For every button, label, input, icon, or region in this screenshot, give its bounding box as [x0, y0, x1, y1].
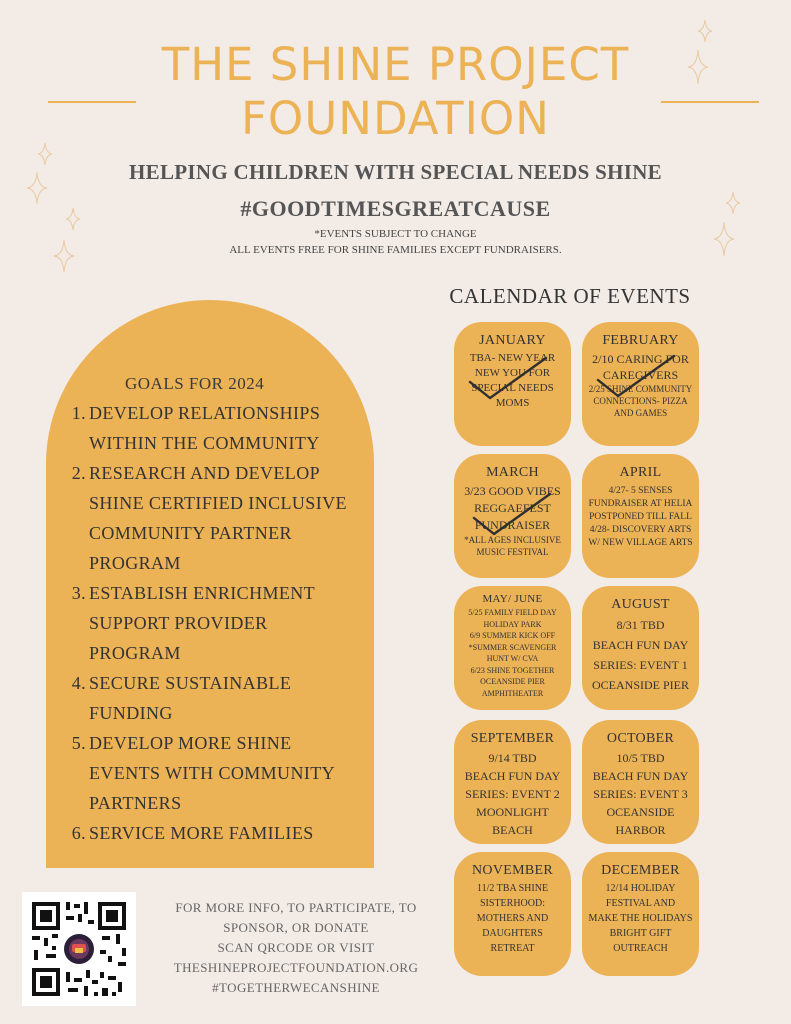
month-name: AUGUST — [611, 597, 670, 612]
month-name: JANUARY — [479, 333, 546, 348]
goal-item — [70, 668, 364, 728]
goal-text: ESTABLISH ENRICHMENT SUPPORT PROVIDER PROGRAM — [89, 583, 315, 663]
event-line: DAUGHTERS — [482, 928, 543, 939]
info-line: SPONSOR, OR DONATE — [223, 920, 369, 935]
goals-heading: GOALS FOR 2024 — [125, 374, 265, 393]
event-line: *ALL AGES INCLUSIVE — [464, 535, 561, 545]
event-line: SERIES: EVENT 2 — [465, 787, 560, 801]
event-line: MOONLIGHT — [476, 805, 549, 819]
event-line: 8/31 TBD — [616, 618, 665, 632]
goal-text: SECURE SUSTAINABLE FUNDING — [89, 673, 292, 723]
event-line: SPECIAL NEEDS — [471, 382, 554, 394]
month-name: APRIL — [619, 465, 662, 480]
event-line: FUNDRAISER — [474, 518, 551, 532]
hashtag: #GOODTIMESGREATCAUSE — [240, 196, 551, 221]
goal-item — [70, 578, 364, 668]
event-line: OCEANSIDE — [606, 805, 675, 819]
month-name: MARCH — [486, 465, 539, 480]
event-line: 6/23 SHINE TOGETHER — [470, 665, 555, 675]
month-card-october — [582, 720, 699, 844]
title-divider-left — [48, 101, 136, 103]
checkmark-icon — [596, 352, 676, 402]
checkmark-icon — [472, 490, 552, 540]
goal-number: 5. — [71, 733, 86, 753]
goal-item — [70, 458, 364, 578]
event-line: AMPHITHEATER — [481, 688, 544, 698]
event-line: BRIGHT GIFT — [609, 928, 672, 939]
sparkle-icon — [726, 192, 740, 214]
event-line: SERIES: EVENT 3 — [593, 787, 688, 801]
event-line: NEW YOU FOR — [474, 367, 551, 379]
goal-number: 1. — [71, 403, 86, 423]
goal-number: 2. — [71, 463, 86, 483]
calendar-title: CALENDAR OF EVENTS — [449, 284, 691, 308]
goal-item — [70, 818, 364, 848]
title-divider-right — [661, 101, 759, 103]
free-events-note: ALL EVENTS FREE FOR SHINE FAMILIES EXCEPT FUNDRAISERS. — [229, 244, 562, 256]
event-line: TBA- NEW YEAR — [469, 352, 556, 364]
month-events — [585, 615, 696, 695]
month-events — [457, 607, 568, 699]
event-line: FUNDRAISER AT HELIA — [588, 499, 693, 509]
info-line: SCAN QRCODE OR VISIT — [217, 940, 375, 955]
event-line: OUTREACH — [613, 943, 668, 954]
event-line: 2/25 SHINE COMMUNITY — [588, 384, 693, 394]
event-line: SISTERHOOD: — [479, 898, 545, 909]
event-line: OCEANSIDE PIER — [591, 678, 689, 692]
month-events — [585, 485, 696, 550]
event-line: 2/10 CARING FOR — [592, 352, 689, 366]
month-card-april — [582, 454, 699, 578]
event-line: CAREGIVERS — [602, 368, 679, 382]
goal-number: 6. — [71, 823, 86, 843]
event-line: MUSIC FESTIVAL — [476, 547, 549, 557]
event-line: 9/14 TBD — [488, 751, 537, 765]
goal-text: SERVICE MORE FAMILIES — [89, 823, 314, 843]
month-card-february — [582, 322, 699, 446]
goal-text: DEVELOP RELATIONSHIPS WITHIN THE COMMUNITY — [89, 403, 321, 453]
subtitle: HELPING CHILDREN WITH SPECIAL NEEDS SHINE — [129, 160, 662, 184]
event-line: BEACH FUN DAY — [464, 769, 561, 783]
month-name: FEBRUARY — [602, 333, 679, 348]
month-card-august — [582, 586, 699, 710]
event-line: CONNECTIONS- PIZZA — [593, 396, 688, 406]
event-line: 4/28- DISCOVERY ARTS — [589, 525, 692, 535]
contact-info — [150, 898, 442, 998]
sparkle-icon — [38, 143, 52, 165]
event-line: POSTPONED TILL FALL — [589, 512, 692, 522]
website-link[interactable]: THESHINEPROJECTFOUNDATION.ORG — [173, 960, 419, 975]
month-events — [585, 749, 696, 839]
goal-number: 4. — [71, 673, 86, 693]
event-line: MOTHERS AND — [476, 913, 549, 924]
month-name: DECEMBER — [601, 863, 680, 878]
month-name: MAY/ JUNE — [482, 593, 543, 605]
sparkle-icon — [688, 50, 708, 84]
sparkle-icon — [714, 222, 734, 256]
event-line: 11/2 TBA SHINE — [476, 883, 549, 894]
event-line: FESTIVAL AND — [605, 898, 676, 909]
event-line: 12/14 HOLIDAY — [605, 883, 676, 894]
goal-item — [70, 728, 364, 818]
event-line: BEACH — [492, 823, 533, 837]
month-events — [457, 881, 568, 956]
footer-hashtag: #TOGETHERWECANSHINE — [212, 980, 380, 995]
title-line-1: THE SHINE PROJECT — [161, 38, 630, 91]
page-title — [0, 38, 791, 146]
sparkle-icon — [54, 240, 74, 272]
month-events — [457, 749, 568, 839]
goal-number: 3. — [71, 583, 86, 603]
month-card-september — [454, 720, 571, 844]
title-line-2: FOUNDATION — [241, 92, 550, 145]
event-line: *SUMMER SCAVENGER — [468, 642, 557, 652]
event-line: W/ NEW VILLAGE ARTS — [588, 538, 693, 548]
event-line: 3/23 GOOD VIBES — [464, 484, 561, 498]
sparkle-icon — [698, 20, 712, 42]
event-line: HARBOR — [615, 823, 666, 837]
event-line: MAKE THE HOLIDAYS — [588, 913, 693, 924]
month-name: NOVEMBER — [472, 863, 553, 878]
event-line: BEACH FUN DAY — [592, 638, 689, 652]
goals-list — [70, 398, 364, 848]
month-name: SEPTEMBER — [470, 731, 555, 746]
month-card-november — [454, 852, 571, 976]
event-line: SERIES: EVENT 1 — [593, 658, 688, 672]
sparkle-icon — [27, 172, 47, 204]
event-line: 4/27- 5 SENSES — [608, 486, 673, 496]
month-card-january — [454, 322, 571, 446]
event-line: 10/5 TBD — [616, 751, 665, 765]
checkmark-icon — [468, 354, 548, 404]
month-card-march — [454, 454, 571, 578]
event-line: HOLIDAY PARK — [483, 619, 542, 629]
info-line: FOR MORE INFO, TO PARTICIPATE, TO — [175, 900, 417, 915]
event-line: REGGAEFEST — [474, 501, 551, 515]
goal-text: DEVELOP MORE SHINE EVENTS WITH COMMUNITY PARTNERS — [89, 733, 335, 813]
month-events — [585, 881, 696, 956]
sparkle-icon — [66, 208, 80, 230]
qr-code-icon — [22, 892, 136, 1006]
goal-text: RESEARCH AND DEVELOP SHINE CERTIFIED INCLUSIVE COMMUNITY PARTNER PROGRAM — [89, 463, 347, 573]
qr-code[interactable] — [22, 892, 136, 1006]
month-card-december — [582, 852, 699, 976]
event-line: 6/9 SUMMER KICK OFF — [469, 631, 556, 640]
event-line: MOMS — [495, 397, 530, 409]
goal-item — [70, 398, 364, 458]
event-line: RETREAT — [490, 943, 535, 954]
events-note: *EVENTS SUBJECT TO CHANGE — [314, 228, 477, 240]
event-line: AND GAMES — [613, 408, 668, 418]
month-card-may-june — [454, 586, 571, 710]
event-line: 5/25 FAMILY FIELD DAY — [468, 608, 557, 617]
event-line: HUNT W/ CVA — [486, 654, 539, 663]
event-line: BEACH FUN DAY — [592, 769, 689, 783]
event-line: OCEANSIDE PIER — [480, 677, 545, 686]
month-name: OCTOBER — [606, 731, 675, 746]
